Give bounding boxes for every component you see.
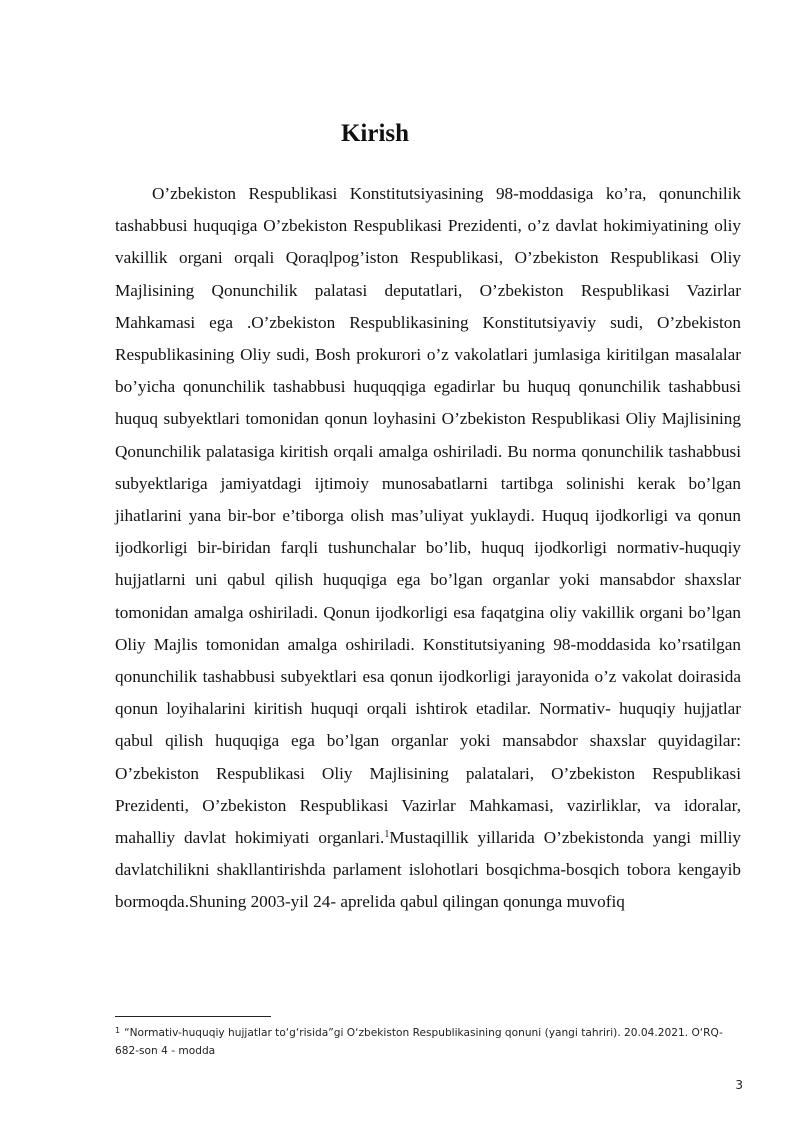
footnote-text: “Normativ-huquqiy hujjatlar to‘g‘risida”gi O‘zbekiston Respublikasining qonuni (yangi tahriri). 20.04.2021. O‘RQ-682-son 4 - modda xyxy=(115,1027,723,1057)
footnote-number: 1 xyxy=(115,1026,121,1035)
page-number: 3 xyxy=(735,1078,743,1092)
page-title: Kirish xyxy=(340,120,410,147)
footnote xyxy=(115,1022,741,1060)
footnote-reference[interactable]: 1 xyxy=(384,829,390,841)
paragraph-text-part1: O’zbekiston Respublikasi Konstitutsiyasining 98-moddasiga ko’ra, qonunchilik tashabbusi huquqiga O’zbekiston Respublikasi Prezidenti, o’z davlat hokimiyatining oliy vakillik organi orqali Qoraqlpog’iston Respublikasi, O’zbekiston Respublikasi Oliy Majlisining Qonunchilik palatasi deputatlari, O’zbekiston Respublikasi Vazirlar Mahkamasi ega .O’zbekiston Respublikasining Konstitutsiyaviy sudi, O’zbekiston Respublikasining Oliy sudi, Bosh prokurori o’z vakolatlari jumlasiga kiritilgan masalalar bo’yicha qonunchilik tashabbusi huquqqiga egadirlar bu huquq qonunchilik tashabbusi huquq subyektlari tomonidan qonun loyhasini O’zbekiston Respublikasi Oliy Majlisining Qonunchilik palatasiga kiritish orqali amalga oshiriladi. Bu norma qonunchilik tashabbusi subyektlariga jamiyatdagi ijtimoiy munosabatlarni tartibga solinishi kerak bo’lgan jihatlarini yana bir-bor e’tiborga olish mas’uliyat yuklaydi. Huquq ijodkorligi va qonun ijodkorligi bir-biridan farqli tushunchalar bo’lib, huquq ijodkorligi normativ-huquqiy hujjatlarni uni qabul qilish huquqiga ega bo’lgan organlar yoki mansabdor shaxslar tomonidan amalga oshiriladi. Qonun ijodkorligi esa faqatgina oliy vakillik organi bo’lgan Oliy Majlis tomonidan amalga oshiriladi. Konstitutsiyaning 98-moddasida ko’rsatilgan qonunchilik tashabbusi subyektlari esa qonun ijodkorligi jarayonida o’z vakolat doirasida qonun loyihalarini kiritish huquqi orqali ishtirok etadilar. Normativ- huquqiy hujjatlar qabul qilish huquqiga ega bo’lgan organlar yoki mansabdor shaxslar quyidagilar: O’zbekiston Respublikasi Oliy Majlisining palatalari, O’zbekiston Respublikasi Prezidenti, O’zbekiston Respublikasi Vazirlar Mahkamasi, vazirliklar, va idoralar, mahalliy davlat hokimiyati organlari. xyxy=(115,184,741,848)
footnote-separator xyxy=(115,1016,271,1017)
paragraph-text-part2: Mustaqillik yillarida O’zbekistonda yangi milliy davlatchilikni shakllantirishda parlament islohotlari bosqichma-bosqich tobora kengayib bormoqda.Shuning 2003-yil 24- aprelida qabul qilingan qonunga muvofiq xyxy=(115,828,741,912)
body-paragraph xyxy=(115,178,741,919)
